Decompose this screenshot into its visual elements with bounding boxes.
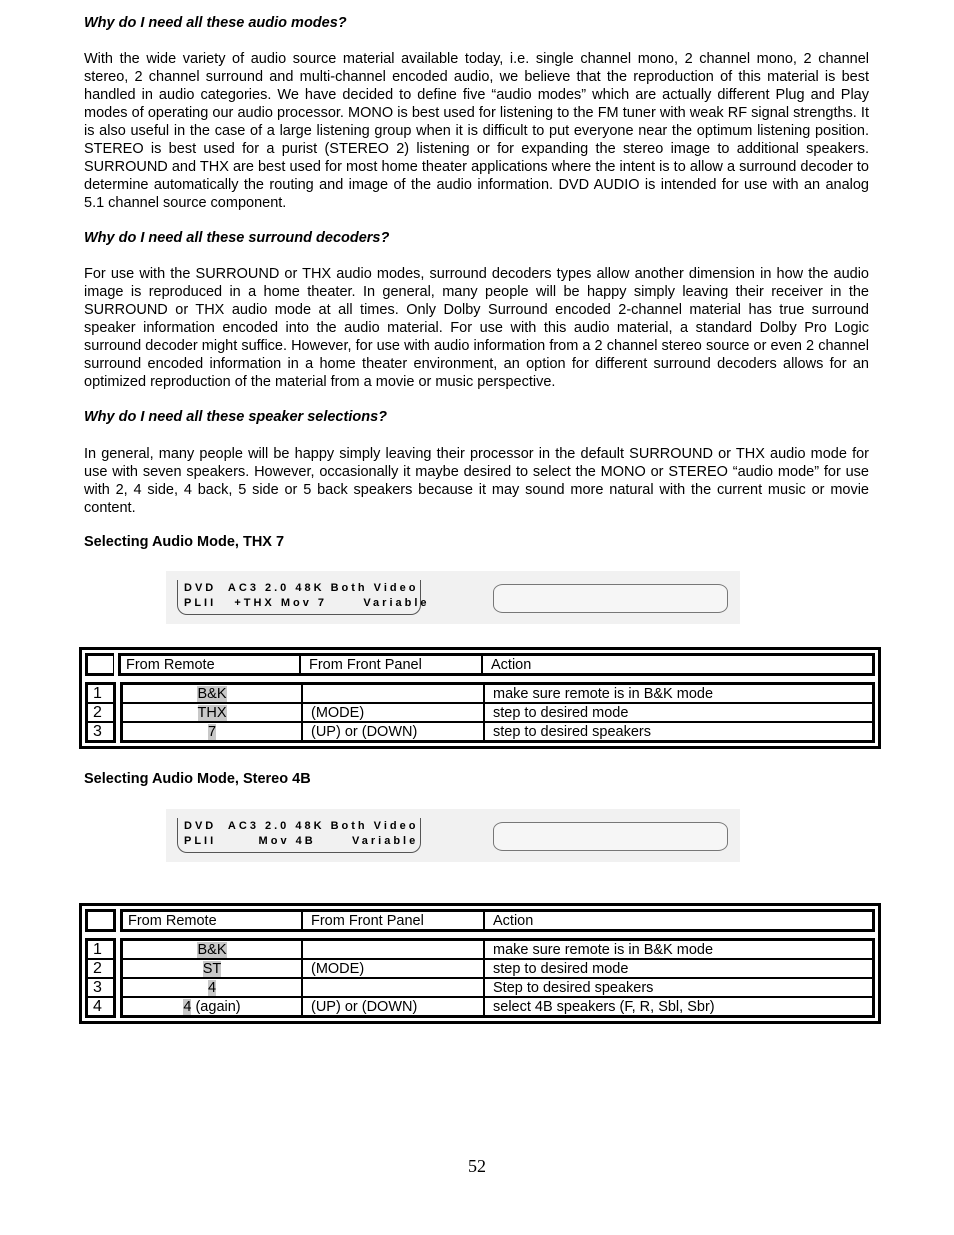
row-number: 1 [87,940,114,959]
row-number: 3 [87,978,114,997]
remote-key: 4 [207,980,217,996]
lcd-line-2: PLII +THX Mov 7 Variable [184,597,430,609]
table-header-row [85,653,875,676]
num-column [85,682,116,743]
header-num-cell [87,911,114,930]
row-number: 2 [87,703,114,722]
action-cell: step to desired mode [484,703,873,722]
header-action: Action [484,911,873,930]
row-number: 1 [87,684,114,703]
front-panel-cell [302,940,484,959]
header-from-remote: From Remote [120,655,300,674]
front-panel-cell [302,978,484,997]
header-from-front-panel: From Front Panel [302,911,484,930]
paragraph-surround-decoders: For use with the SURROUND or THX audio modes, surround decoders types allow another dimension in how the audio image is reproduced in a home theater. In general, many people will be happy simply leaving their receiver in the SURROUND or THX audio mode at all times. Only Dolby Surround encoded 2-channel material has true surround speaker information encoded into the audio material. For use with this audio material, a standard Dolby Pro Logic surround decoder might suffice. However, for use with audio information from a 2 channel stereo source or even 2 channel surround encoded information in a home theater environment, an option for different surround decoders allows for an optimized reproduction of the material from a movie or music perspective. [84,266,869,390]
remote-key: 4 [183,999,192,1015]
remote-key: B&K [197,942,227,958]
remote-key: THX [197,705,227,721]
paragraph-speaker-selections: In general, many people will be happy simply leaving their processor in the default SURROUND or THX audio mode for use with seven speakers. However, occasionally it maybe desired to select the MONO or STEREO “audio mode” for use with 2, 4 side, 4 back, 5 side or 5 back speakers because it may sound more natural with the current music or movie content. [84,446,869,516]
page-number: 52 [468,1156,486,1176]
paragraph-audio-modes: With the wide variety of audio source material available today, i.e. single channel mono, 2 channel mono, 2 channel stereo, 2 channel surround and multi-channel encoded audio, we believe that the reproduction of this material is best handled in audio categories. We have decided to define five “audio modes” which are actually different Plug and Play modes of operating our audio processor. MONO is best used for listening to the FM tuner with weak RF signal strengths. It is also useful in the case of a large listening group when it is difficult to put everyone near the optimum listening position. STEREO is best used for a purist (STEREO 2) listening or for expanding the stereo image to additional speakers. SURROUND and THX are best used for most home theater applications where the intent is to allow a surround decoder to determine automatically the routing and image of the audio information. DVD AUDIO is intended for use with an analog 5.1 channel source component. [84,51,869,211]
table-body [120,938,875,1018]
num-column [85,938,116,1018]
table-row [122,978,873,997]
header-from-front-panel: From Front Panel [300,655,482,674]
row-number: 2 [87,959,114,978]
row-number: 4 [87,997,114,1016]
header-action: Action [482,655,873,674]
table-row [122,684,873,703]
table-header-row [85,909,875,932]
front-panel-cell: (MODE) [302,959,484,978]
table-row [122,940,873,959]
remote-key: ST [202,961,222,977]
action-cell: Step to desired speakers [484,978,873,997]
action-cell: make sure remote is in B&K mode [484,940,873,959]
front-panel-cell: (UP) or (DOWN) [302,997,484,1016]
table-row [122,703,873,722]
heading-stereo4b: Selecting Audio Mode, Stereo 4B [84,771,311,787]
heading-thx7: Selecting Audio Mode, THX 7 [84,534,285,550]
front-panel-cell: (MODE) [302,703,484,722]
front-panel-cell: (UP) or (DOWN) [302,722,484,741]
lcd-display-stereo4b [166,809,740,862]
action-cell: step to desired speakers [484,722,873,741]
action-cell: select 4B speakers (F, R, Sbl, Sbr) [484,997,873,1016]
remote-key: 7 [207,724,217,740]
remote-suffix: (again) [191,999,241,1015]
action-cell: step to desired mode [484,959,873,978]
lcd-line-1: DVD AC3 2.0 48K Both Video [184,820,419,832]
table-body [120,682,875,743]
lcd-oval-indicator [493,584,728,613]
header-num-cell [87,655,114,674]
section-heading-audio-modes: Why do I need all these audio modes? [84,15,347,31]
section-heading-surround-decoders: Why do I need all these surround decoders? [84,230,390,246]
header-from-remote: From Remote [122,911,302,930]
row-number: 3 [87,722,114,741]
remote-key: B&K [197,686,227,702]
lcd-line-1: DVD AC3 2.0 48K Both Video [184,582,419,594]
table-row [122,722,873,741]
front-panel-cell [302,684,484,703]
lcd-oval-indicator [493,822,728,851]
table-row [122,959,873,978]
section-heading-speaker-selections: Why do I need all these speaker selections? [84,409,387,425]
table-thx7 [79,647,881,749]
table-stereo4b [79,903,881,1024]
action-cell: make sure remote is in B&K mode [484,684,873,703]
lcd-display-thx7 [166,571,740,624]
table-row [122,997,873,1016]
lcd-line-2: PLII Mov 4B Variable [184,835,419,847]
